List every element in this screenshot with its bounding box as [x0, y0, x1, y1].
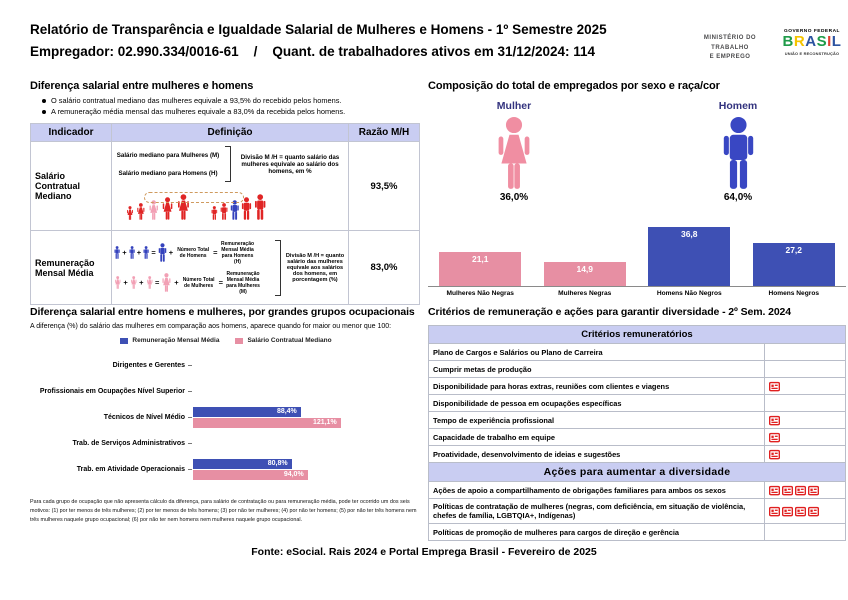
woman-figure-icon	[493, 116, 535, 190]
bar-column	[637, 227, 742, 286]
definition-cell	[111, 142, 349, 230]
chart-footnote: Para cada grupo de ocupação que não apresenta cálculo da diferença, para salário de contratação ou para remuneração média, pode ter ocorrido um dos seis motivos: (1) por ter menos de três mulheres; (2) por ter menos de três homens; (3) por não ter mulheres; (4) por não ter homens; (5) por não ter três homens nem três mulheres naquele grupo ocupacional; (6) por não ter nem homens nem mulheres naquele grupo ocupacional.	[30, 499, 417, 523]
female-share	[466, 100, 562, 203]
female-label: Mulher	[496, 100, 532, 112]
occupation-label: Trab. em Atividade Operacionais	[76, 465, 185, 473]
woman-figure-icon	[146, 276, 153, 289]
definition-text: Salário mediano para Homens (H)	[118, 169, 218, 177]
criterion-marker-icon	[782, 506, 793, 517]
brasil-wordmark	[780, 34, 844, 50]
bar	[193, 470, 308, 480]
criteria-marks	[765, 378, 845, 394]
criterion-marker-icon	[795, 485, 806, 496]
criteria-label: Políticas de contratação de mulheres (negras, com deficiência, em situação de violência, chefes de família, LGBTQIA+, Indígenas)	[429, 499, 765, 523]
criteria-marks	[765, 499, 845, 523]
occupation-label: Trab. de Serviços Administrativos	[72, 439, 185, 447]
bracket-shape	[225, 146, 231, 182]
brasil-letter: B	[782, 33, 794, 50]
equation-text: Remuneração Mensal Média para Homens (H)	[220, 240, 255, 265]
legend-label: Salário Contratual Mediano	[247, 337, 332, 344]
criteria-label: Plano de Cargos e Salários ou Plano de Carreira	[429, 344, 765, 360]
women-average-equation: + + = + Número Total de Mulheres = Remuneração Mensal Média para Mulheres (M)	[114, 271, 272, 295]
indicator-table-header	[31, 124, 419, 142]
criteria-label: Disponibilidade para horas extras, reuniões com clientes e viagens	[429, 378, 765, 394]
criteria-label: Políticas de promoção de mulheres para cargos de direção e gerência	[429, 524, 765, 540]
bar-category-label: Mulheres Negras	[558, 290, 612, 297]
column-header: Definição	[111, 124, 349, 141]
criterion-marker-icon	[769, 449, 780, 460]
criteria-marks	[765, 395, 845, 411]
ministry-line: TRABALHO	[711, 44, 749, 51]
chart-subtitle: A diferença (%) do salário das mulheres em comparação aos homens, aparece quando for maior ou menor que 100:	[30, 323, 392, 330]
criteria-row	[429, 445, 845, 462]
occupation-row	[30, 404, 422, 430]
criteria-marks	[765, 429, 845, 445]
criteria-group-header: Ações para aumentar a diversidade	[429, 462, 845, 481]
man-figure-icon	[143, 246, 149, 259]
bar-value-label: 14,9	[576, 264, 594, 275]
bracket-shape	[275, 240, 281, 296]
criteria-row	[429, 523, 845, 540]
bar	[753, 243, 835, 287]
section-criteria	[428, 306, 846, 541]
criterion-marker-icon	[808, 506, 819, 517]
legend-item	[235, 337, 331, 344]
occupation-row	[30, 456, 422, 482]
man-figure-icon	[129, 246, 135, 259]
gov-logo-bottom-text: UNIÃO E RECONSTRUÇÃO	[784, 50, 840, 56]
bar-column	[742, 243, 847, 287]
men-average-equation: + + = + Número Total de Homens = Remuneração Mensal Média para Homens (H)	[114, 241, 272, 265]
criterion-marker-icon	[795, 506, 806, 517]
bar-value-label: 80,8%	[267, 460, 288, 467]
definition-text: Salário mediano para Mulheres (M)	[116, 151, 220, 159]
composition-bar-chart	[428, 224, 846, 297]
indicator-name: Remuneração Mensal Média	[35, 257, 95, 278]
axis-tick-icon	[188, 469, 192, 470]
axis-tick-icon	[188, 391, 192, 392]
table-row	[31, 230, 419, 304]
equation-text: Número Total de Homens	[177, 246, 210, 259]
woman-figure-icon	[126, 206, 134, 220]
criteria-row	[429, 411, 845, 428]
criterion-marker-icon	[808, 485, 819, 496]
brasil-letter: I	[827, 33, 832, 50]
section-salary-gap	[30, 80, 420, 305]
occupational-bar-chart	[30, 352, 422, 482]
male-share	[690, 100, 786, 203]
criteria-label: Capacidade de trabalho em equipe	[429, 429, 765, 445]
criteria-row	[429, 343, 845, 360]
criteria-row	[429, 498, 845, 523]
bullet-dot-icon	[42, 110, 46, 114]
bars-area	[428, 224, 846, 286]
indicator-name: Salário Contratual Mediano	[35, 171, 80, 201]
criterion-marker-icon	[782, 485, 793, 496]
axis-tick-icon	[188, 443, 192, 444]
brasil-letter: R	[793, 33, 806, 50]
brasil-letter: A	[805, 33, 817, 50]
bar-column	[533, 262, 638, 286]
bullet-dot-icon	[42, 99, 46, 103]
male-percent: 64,0%	[723, 192, 753, 203]
section-composition	[428, 80, 846, 297]
criteria-row	[429, 428, 845, 445]
sex-share-figures	[428, 92, 846, 222]
woman-figure-icon	[136, 203, 146, 220]
source-footer: Fonte: eSocial. Rais 2024 e Portal Emprega Brasil - Fevereiro de 2025	[251, 546, 597, 558]
axis-tick-icon	[188, 417, 192, 418]
section-occupational	[30, 306, 422, 525]
man-figure-icon	[114, 246, 120, 259]
report-title: Relatório de Transparência e Igualdade Salarial de Mulheres e Homens - 1º Semestre 2025	[30, 22, 607, 37]
criterion-marker-icon	[769, 485, 780, 496]
occupation-label: Técnicos de Nível Médio	[103, 413, 185, 421]
bar	[648, 227, 730, 286]
gov-logo-top-text: GOVERNO FEDERAL	[783, 29, 840, 34]
legend-swatch	[235, 338, 243, 344]
bar-value-label: 121,1%	[312, 419, 337, 426]
criteria-row	[429, 394, 845, 411]
occupation-row	[30, 352, 422, 378]
criteria-group2-rows	[429, 481, 845, 540]
bar-value-label: 88,4%	[276, 408, 297, 415]
female-percent: 36,0%	[499, 192, 529, 203]
section-title: Composição do total de empregados por sexo e raça/cor	[428, 80, 720, 92]
man-figure-icon	[721, 116, 756, 190]
bar-category-label: Homens Negros	[768, 290, 820, 297]
man-figure-icon	[158, 243, 167, 262]
gov-federal-logo	[780, 29, 844, 56]
brasil-letter: L	[831, 33, 842, 50]
woman-figure-icon	[130, 276, 137, 289]
criteria-marks	[765, 344, 845, 360]
woman-figure-icon	[148, 200, 159, 220]
indicator-table	[30, 123, 420, 305]
criteria-label: Ações de apoio a compartilhamento de obrigações familiares para ambos os sexos	[429, 482, 765, 498]
male-label: Homem	[718, 100, 758, 112]
definition-note: Divisão M /H = quanto salário das mulheres equivale ao salário dos homens, em %	[240, 153, 340, 175]
criteria-marks	[765, 412, 845, 428]
legend-swatch	[120, 338, 128, 344]
criteria-group1-rows	[429, 343, 845, 462]
criteria-row	[429, 360, 845, 377]
bullet-text: A remuneração média mensal das mulheres equivale a 83,0% da recebida pelos homens.	[51, 107, 346, 116]
brasil-letter: S	[816, 33, 828, 50]
column-header: Indicador	[48, 127, 94, 138]
criterion-marker-icon	[769, 415, 780, 426]
bar	[439, 252, 521, 286]
criteria-marks	[765, 361, 845, 377]
bullet-item	[42, 107, 420, 116]
criterion-marker-icon	[769, 381, 780, 392]
criteria-row	[429, 377, 845, 394]
definition-note: Divisão M /H = quanto salário das mulheres equivale aos salários dos homens, em porcentagem (%)	[285, 252, 345, 283]
criteria-marks	[765, 524, 845, 540]
bar-value-label: 36,8	[680, 229, 698, 240]
ratio-value: 93,5%	[370, 180, 398, 192]
criteria-row	[429, 481, 845, 498]
bullet-text: O salário contratual mediano das mulheres equivale a 93,5% do recebido pelos homens.	[51, 96, 342, 105]
section-title: Diferença salarial entre mulheres e homens	[30, 80, 254, 92]
man-figure-icon	[211, 206, 218, 220]
criteria-label: Tempo de experiência profissional	[429, 412, 765, 428]
criterion-marker-icon	[769, 506, 780, 517]
criteria-table	[428, 325, 846, 541]
criteria-label: Disponibilidade de pessoa em ocupações específicas	[429, 395, 765, 411]
section-title: Diferença salarial entre homens e mulheres, por grandes grupos ocupacionais	[30, 306, 415, 318]
report-subtitle: Empregador: 02.990.334/0016-61 / Quant. de trabalhadores ativos em 31/12/2024: 114	[30, 44, 596, 59]
bar-category-label: Homens Não Negros	[656, 290, 722, 297]
legend-item	[120, 337, 219, 344]
ratio-value: 83,0%	[370, 262, 398, 273]
criteria-label: Cumprir metas de produção	[429, 361, 765, 377]
ministry-line: E EMPREGO	[709, 54, 751, 61]
chart-legend	[30, 337, 422, 344]
definition-cell	[111, 231, 349, 304]
occupation-label: Dirigentes e Gerentes	[112, 361, 185, 369]
man-figure-icon	[230, 200, 240, 220]
bar	[193, 459, 292, 469]
bar-value-label: 94,0%	[283, 471, 304, 478]
criteria-group-header: Critérios remuneratórios	[429, 326, 845, 343]
table-row	[31, 142, 419, 230]
median-people-diagram	[126, 184, 348, 220]
column-header: Razão M/H	[358, 127, 410, 138]
bar	[544, 262, 626, 286]
occupation-row	[30, 378, 422, 404]
man-figure-icon	[220, 203, 228, 220]
bar	[193, 407, 301, 417]
woman-figure-icon	[161, 273, 172, 292]
legend-label: Remuneração Mensal Média	[132, 337, 220, 344]
criteria-marks	[765, 482, 845, 498]
equation-text: Remuneração Mensal Média para Mulheres (M)	[226, 270, 260, 295]
occupation-bars	[193, 459, 308, 480]
criteria-marks	[765, 446, 845, 462]
bar-value-label: 27,2	[785, 244, 803, 255]
median-highlight-box	[144, 192, 244, 203]
man-figure-icon	[254, 194, 266, 220]
ministry-logo	[684, 34, 776, 63]
bar-category-label: Mulheres Não Negras	[446, 290, 514, 297]
occupation-label: Profissionais em Ocupações Nível Superior	[39, 387, 185, 395]
criteria-label: Proatividade, desenvolvimento de ideias e sugestões	[429, 446, 765, 462]
section-title: Critérios de remuneração e ações para garantir diversidade - 2º Sem. 2024	[428, 306, 792, 318]
bar-value-label: 21,1	[471, 254, 489, 265]
ministry-line: MINISTÉRIO DO	[703, 35, 757, 41]
bullet-item	[42, 96, 420, 105]
criterion-marker-icon	[769, 432, 780, 443]
category-labels	[428, 287, 846, 297]
woman-figure-icon	[114, 276, 121, 289]
bar	[193, 418, 341, 428]
occupation-bars	[193, 407, 341, 428]
bullet-list	[30, 96, 420, 116]
bar-column	[428, 252, 533, 286]
axis-tick-icon	[188, 365, 192, 366]
occupation-row	[30, 430, 422, 456]
equation-text: Número Total de Mulheres	[182, 276, 215, 289]
